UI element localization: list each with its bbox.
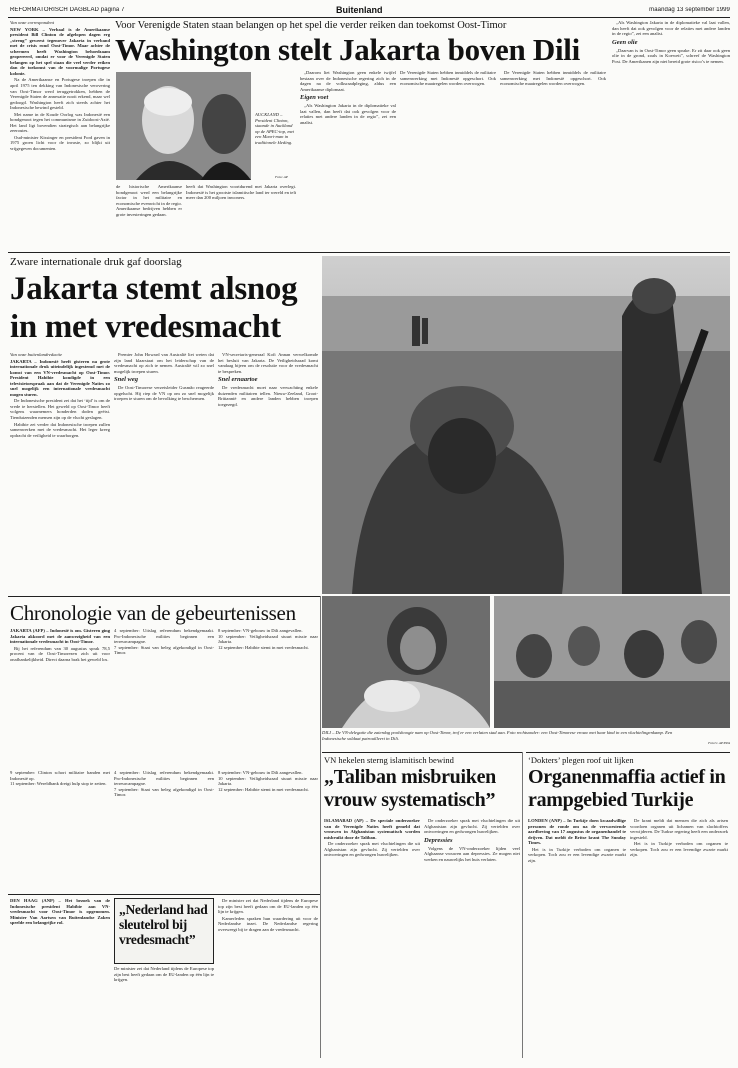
article1-col-c-text: „Daarom liet Washington geen enkele twijfel bestaan over de Indonesische regering zich in de dagen na de volksraadpleging, aldus een Amerikaanse diplomaat. (300, 70, 396, 92)
taliban-col-a (324, 818, 420, 1058)
article1-body1: Na de Amerikaanse en Portugese troepen die in april 1975 ten dekking van Indonesische verovering van Oost-Timor werd teruggetrokken, hebben de Verenigde Staten de annexatie nooit erkend, maar wel gedoogd. Washington heeft zich steeds achter het Indonesische bewind gesteld. (10, 77, 110, 111)
article1-col-f (500, 70, 606, 250)
article1-headline: Washington stelt Jakarta boven Dili (115, 33, 580, 67)
taliban-headline: „Taliban misbruiken vrouw systematisch” (324, 766, 496, 811)
article1-col-e: De Verenigde Staten hebben inmiddels de militaire samenwerking met Indonesië opgeschort. Ook economische maatregelen worden overwogen. (400, 70, 496, 87)
article1-col-f-text: De Verenigde Staten hebben inmiddels de militaire samenwerking met Indonesië opgeschort. Ook economische maatregelen worden overwogen. (500, 70, 606, 87)
crowd-refugees-photo (494, 596, 730, 728)
nederland-col-c-text2: Kamerleden spraken hun waardering uit voor de Nederlandse inzet. De Nederlandse regering overweegt bij te dragen aan de vredesmacht. (218, 915, 318, 932)
article2-headline: Jakarta stemt alsnog in met vredesmacht (10, 271, 298, 345)
article1-body2: Met name in de Koude Oorlog was Indonesië een bondgenoot tegen het communisme in Zuidoost-Azië. Het land ligt bovendien strategisch aan belangrijke zeeroutes. (10, 111, 110, 134)
article1-sub-geen-olie: Geen olie (612, 38, 638, 46)
section-title: Buitenland (336, 5, 383, 15)
vertical-rule-right (522, 752, 523, 1058)
article2-kicker: Zware internationale druk gaf doorslag (10, 256, 182, 268)
clinton-photo-caption: AUCKLAND – President Clinton, staande in Auckland op de APEC-top, met een Maori-man in traditionele kleding. (255, 112, 294, 145)
article1-sub-eigen-voet: Eigen voet (300, 94, 329, 102)
nederland-headline: „Nederland had sleutelrol bij vredesmacht” (119, 902, 208, 947)
taliban-kicker: VN hekelen sterng islamitisch bewind (324, 755, 454, 765)
photo-caption: DILI – De VN-delegatie die zaterdag poolshoogte nam op Oost-Timor, trof er een verlaten stad aan. Foto rechtsonder: een Oost-Timorese vrouw met haar kind in een vluchtelingenkamp. Een Indonesische soldaat patrouilleert in Dili. (322, 730, 673, 741)
chronology-rule (8, 596, 320, 597)
article1-kicker: Voor Verenigde Staten staan belangen op het spel die verder reiken dan toekomst Oost-Timor (115, 20, 507, 31)
article2-col-b2-text: De Oost-Timorese verzetsleider Gusmão reageerde opgelucht. Hij riep de VN op om zo snel mogelijk troepen te sturen om de bevolking te beschermen. (114, 385, 214, 402)
masthead-date: maandag 13 september 1999 (649, 7, 730, 13)
article1-lead: NEW YORK – Verbaal is de Amerikaanse president Bill Clinton de afgelopen dagen erg „streng” geweest tegenover Jakarta in verband met de crisis rond Oost-Timor. Maar achter de schermen heeft Washington behoedzaam geopereerd, omdat er voor de Verenigde Staten belangen op het spel staan die veel verder reiken dan de toekomst van de voormalige Portugese kolonie. (10, 26, 110, 76)
article1-col-g-text: „Als Washington Jakarta in de diplomatieke val laat vallen, dan heeft dat ook gevolgen voor de relaties met andere landen in de regio”, zei een analist. (612, 20, 730, 37)
chronology-col-b: 4 september: Uitslag referendum bekendgemaakt. Pro-Indonesische milities beginnen een terreurcampagne. 7 september: Staat van beleg afgekondigd in Oost-Timor. (114, 628, 214, 656)
article1-intro-column (10, 20, 110, 250)
vertical-rule-left (320, 596, 321, 1058)
organ-col-c-text: Het is in Turkije verboden om organen te verkopen. Toch zou er een levendige zwarte markt zijn. (630, 841, 728, 858)
chronology-col-e: 4 september: Uitslag referendum bekendgemaakt. Pro-Indonesische milities beginnen een terreurcampagne. 7 september: Staat van beleg afgekondigd in Oost-Timor. (114, 770, 214, 798)
article1-col-c (300, 70, 396, 250)
chronology-col-a (10, 628, 110, 768)
chronology-col-f: 8 september: VN-gebouw in Dili aangevallen. 10 september: Veiligheidsraad stuurt missie naar Jakarta. 12 september: Habibie stemt in met vredesmacht. (218, 770, 318, 792)
masthead-left: REFORMATORISCH DAGBLAD pagina 7 (10, 7, 125, 13)
clinton-photo-credit: Foto: AP (275, 175, 288, 179)
article2-col-c-text: VN-secretaris-generaal Kofi Annan verwelkomde het besluit van Jakarta. De Veiligheidsraad komt vandaag bijeen om de resolutie voor de vredesmacht te bespreken. (218, 352, 318, 374)
article2-byline: Van onze buitenlandredactie (10, 352, 63, 357)
nederland-col-c (218, 898, 318, 1058)
clinton-photo (116, 72, 251, 180)
nederland-lead: DEN HAAG (ANP) – Het bezoek van de Indonesische president Habibie aan VN-vredesmacht voor Oost-Timor is opgenomen. Minister Van Aartsen van Buitenlandse Zaken speelde een belangrijke rol. (10, 898, 110, 926)
organ-col-b (630, 818, 728, 1058)
article1-col-g-text2: „Daarvan is in Oost-Timor geen sprake. Er zit daar ook geen olie in de grond, zoals in Koeweit”, schreef de Washington Post. De Amerikanen zijn niet bereid grote risico’s te nemen. (612, 47, 730, 64)
article1-col-a: de historische Amerikaanse bondgenoot werd een belangrijke factor in het militaire en economische evenwicht in de regio. Amerikaanse bedrijven hebben er grote investeringen gedaan. (116, 184, 182, 217)
article2-col-a (10, 352, 110, 582)
organ-headline: Organenmaffia actief in rampgebied Turkije (528, 766, 726, 811)
organ-kicker: ‘Dokters’ plegen roof uit lijken (528, 755, 634, 765)
article2-body1: De Indonesische president zei dat het ‘tijd’ is om de vrede te herstellen. Het geweld op Oost-Timor heeft volgens waarnemers honderden doden geëist. Tienduizenden mensen zijn op de vlucht geslagen. (10, 398, 110, 421)
article1-body3: Oud-minister Kissinger en president Ford gaven in 1975 groen licht voor de invasie, zo blijkt uit vrijgegeven documenten. (10, 134, 110, 152)
taliban-col-b-text: De onderzoeker sprak met vluchtelingen die uit Afghanistan zijn gevlucht. Zij vertelden over ontvoeringen en gedwongen huwelijken. (424, 818, 520, 835)
nederland-col-c-text: De minister zei dat Nederland tijdens de Europese top zijn best heeft gedaan om de EU-landen op één lijn te krijgen. (218, 898, 318, 915)
organ-rule (526, 752, 730, 753)
article2-col-c (218, 352, 318, 582)
mother-child-photo (322, 596, 490, 728)
chronology-col-c: 8 september: VN-gebouw in Dili aangevallen. 10 september: Veiligheidsraad stuurt missie naar Jakarta. 12 september: Habibie stemt in met vredesmacht. (218, 628, 318, 650)
chronology-col-a-text: Bij het referendum van 30 augustus sprak 78,5 procent van de Oost-Timorezen zich uit voor onafhankelijkheid. Direct daarna brak het geweld los. (10, 645, 110, 662)
article2-body2: Habibie zei verder dat Indonesische troepen zullen samenwerken met de vredesmacht. Het leger kreeg opdracht de veiligheid te waarborgen. (10, 421, 110, 438)
taliban-col-b (424, 818, 520, 1058)
organ-col-a-body: Het is in Turkije verboden om organen te verkopen. Toch zou er een levendige zwarte markt zijn. (528, 846, 626, 863)
chronology-headline: Chronologie van de gebeurtenissen (10, 601, 296, 625)
taliban-col-c-text: Volgens de VN-onderzoeker lijden veel Afghaanse vrouwen aan depressies. Ze mogen niet werken en nauwelijks het huis verlaten. (424, 845, 520, 862)
photo-credit: Foto’s: AP/EPA (708, 741, 730, 745)
article2-sub-snel-ernaartoe: Snel ernaartoe (218, 376, 258, 384)
article2-col-b (114, 352, 214, 582)
article2-sub-snel-weg: Snel weg (114, 376, 139, 384)
article2-col-c2-text: De vredesmacht moet naar verwachting enkele duizenden militairen tellen. Nieuw-Zeeland, Groot-Brittannië en andere landen hebben troepen toegezegd. (218, 385, 318, 407)
organ-col-b-text: De krant meldt dat mensen die zich als artsen voordoen organen uit lichamen van slachtoffers verwijderen. De Turkse regering heeft een onderzoek ingesteld. (630, 818, 728, 840)
article1-col-d-text: „Als Washington Jakarta in de diplomatieke val laat vallen, dan heeft dat ook gevolgen voor de relaties met andere landen in de regio”, zei een analist. (300, 103, 396, 125)
nederland-top-rule (8, 894, 320, 895)
taliban-col-a-body: De onderzoeker sprak met vluchtelingen die uit Afghanistan zijn gevlucht. Zij vertelden over ontvoeringen en gedwongen huwelijken. (324, 841, 420, 858)
article2-col-b-text: Premier John Howard van Australië liet weten dat zijn land klaarstaat om het leiderschap van de vredesmacht op zich te nemen. Australië wil zo snel mogelijk troepen sturen. (114, 352, 214, 374)
masthead-rule (8, 17, 730, 18)
organ-lead: LONDEN (ANP) – In Turkije doen kwaadwillige personen de ronde om na de verwoestende aardbeving van 17 augustus de organenhandel te drijven. Dat meldt de Britse krant The Sunday Times. (528, 818, 626, 846)
organ-col-a (528, 818, 626, 1058)
taliban-rule (322, 752, 522, 753)
chronology-lead: JAKARTA (AFP) – Indonesië is om. Gisteren ging Jakarta akkoord met de aanwezigheid van een internationale vredesmacht in Oost-Timor. (10, 628, 110, 645)
dili-soldier-photo (322, 256, 730, 594)
nederland-col-b: De minister zei dat Nederland tijdens de Europese top zijn best heeft gedaan om de EU-landen op één lijn te krijgen. (114, 966, 214, 983)
nederland-col-a (10, 898, 110, 1058)
article2-lead: JAKARTA – Indonesië heeft gisteren na grote internationale druk uiteindelijk ingestemd met de komst van een VN-vredesmacht op Oost-Timor. President Habibie kondigde in een televisietoespraak aan dat de Verenigde Naties zo snel mogelijk een internationale vredesmacht mogen sturen. (10, 358, 110, 397)
article1-col-g (612, 20, 730, 250)
chronology-col-d: 9 september: Clinton schort militaire banden met Indonesië op. 11 september: Wereldbank dreigt hulp stop te zetten. (10, 770, 110, 787)
article1-byline: Van onze correspondent (10, 20, 54, 25)
nederland-headline-box (114, 898, 214, 964)
article1-col-b: heeft dat Washington voortdurend met Jakarta overlegt. Indonesië is het grootste islamitische land ter wereld en telt meer dan 200 miljoen inwoners. (186, 184, 296, 201)
taliban-sub-depressies: Depressies (424, 836, 453, 844)
taliban-lead: ISLAMABAD (AP) – De speciale onderzoeker van de Verenigde Naties heeft gemeld dat vrouwen in Afghanistan systematisch worden misbruikt door de Taliban. (324, 818, 420, 840)
article1-bottom-rule (8, 252, 730, 253)
